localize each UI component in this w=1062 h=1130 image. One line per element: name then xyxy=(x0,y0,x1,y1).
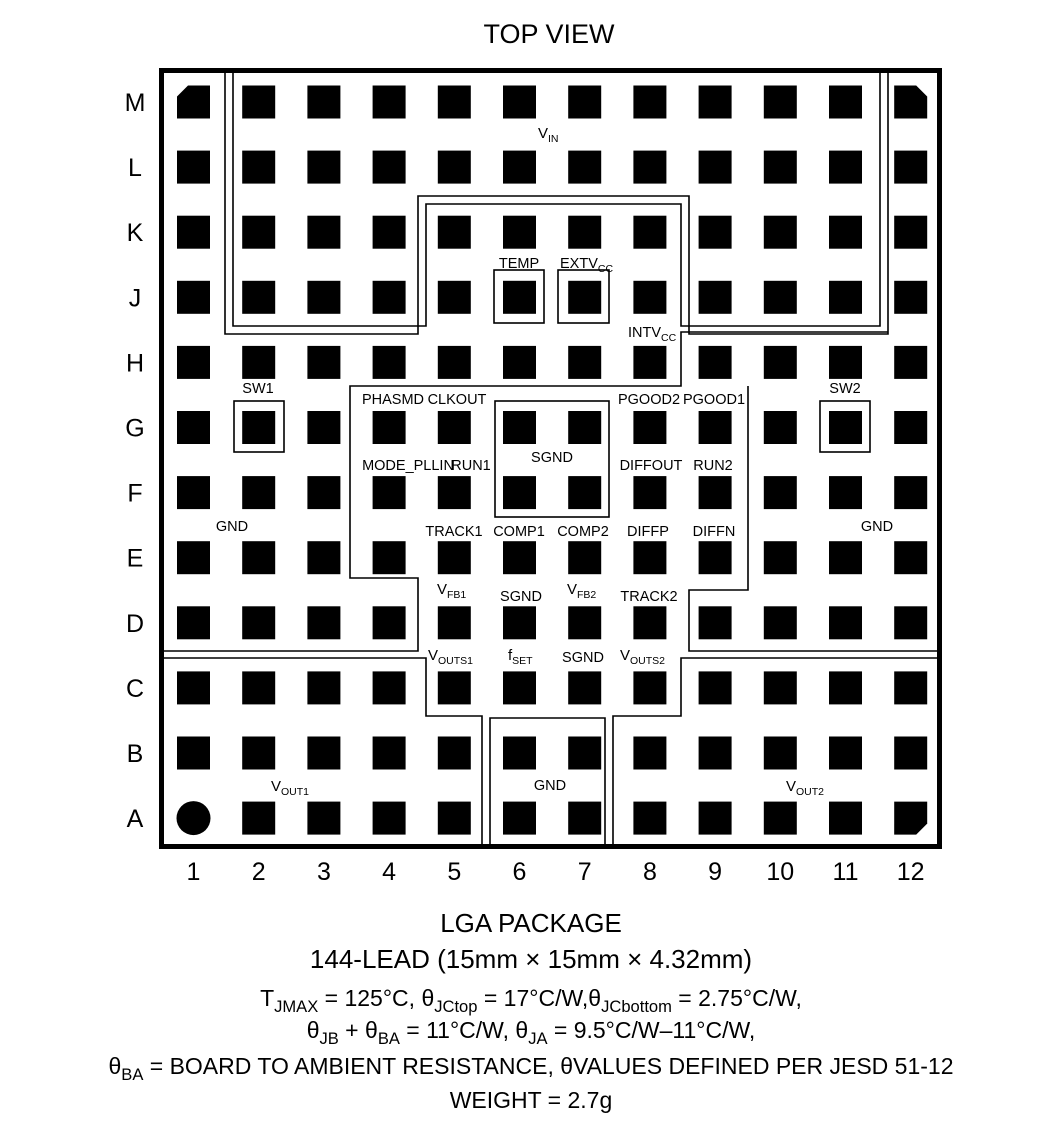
pad-E7 xyxy=(568,541,601,574)
pad-D2 xyxy=(242,606,275,639)
pad-C11 xyxy=(829,671,862,704)
pad-H6 xyxy=(503,346,536,379)
column-label-6: 6 xyxy=(512,858,527,886)
pad-H1 xyxy=(177,346,210,379)
vfb2-pin-label: $V_{FB2}$ xyxy=(567,581,597,601)
thermal-spec-line-1: $T_{JMAX} = 125^\circ C$, $\theta_{JCtop} = 17^\circ C/W,\theta_{JCbottom} = 2.75^\circ C/W$, xyxy=(260,985,802,1016)
top-view-title: TOP VIEW xyxy=(483,19,615,49)
pad-A7 xyxy=(568,802,601,835)
pad-M6 xyxy=(503,86,536,119)
pad-G1 xyxy=(177,411,210,444)
pad-H2 xyxy=(242,346,275,379)
pad-B7 xyxy=(568,737,601,770)
clkout-pin-label: CLKOUT xyxy=(427,392,487,408)
pad-G4 xyxy=(373,411,406,444)
vout1-label: $V_{OUT1}$ xyxy=(271,778,310,798)
pad-M9 xyxy=(699,86,732,119)
pad-E6 xyxy=(503,541,536,574)
pad-A2 xyxy=(242,802,275,835)
row-label-L: L xyxy=(128,154,142,183)
pad-A4 xyxy=(373,802,406,835)
pad-D9 xyxy=(699,606,732,639)
pad-K9 xyxy=(699,216,732,249)
pad-H5 xyxy=(438,346,471,379)
row-label-D: D xyxy=(125,609,145,638)
pad-D10 xyxy=(764,606,797,639)
column-label-12: 12 xyxy=(896,858,925,886)
pad-L11 xyxy=(829,151,862,184)
pad-G9 xyxy=(699,411,732,444)
pad-C6 xyxy=(503,671,536,704)
pad-F1 xyxy=(177,476,210,509)
comp1-pin-label: COMP1 xyxy=(493,524,545,540)
pad-J3 xyxy=(307,281,340,314)
pad-K11 xyxy=(829,216,862,249)
pad-H3 xyxy=(307,346,340,379)
pad-M8 xyxy=(633,86,666,119)
pad-C7 xyxy=(568,671,601,704)
run1-pin-label: RUN1 xyxy=(451,458,491,474)
pad-H7 xyxy=(568,346,601,379)
sgnd-d6-pin-label: SGND xyxy=(500,589,542,605)
row-label-J: J xyxy=(128,284,142,313)
pad-G2 xyxy=(242,411,275,444)
package-dimensions: 144-LEAD (15mm × 15mm × 4.32mm) xyxy=(309,944,753,974)
pad-M2 xyxy=(242,86,275,119)
pad-J1 xyxy=(177,281,210,314)
row-label-H: H xyxy=(125,349,145,378)
thermal-spec-line-3: $\theta_{BA}$ = BOARD TO AMBIENT RESISTANCE, θVALUES DEFINED PER JESD 51-12 xyxy=(108,1053,954,1084)
pad-D5 xyxy=(438,606,471,639)
pad-K5 xyxy=(438,216,471,249)
pad-G3 xyxy=(307,411,340,444)
pad-B9 xyxy=(699,737,732,770)
pad-L12 xyxy=(894,151,927,184)
sw2-label: SW2 xyxy=(829,381,861,397)
pad-D12 xyxy=(894,606,927,639)
pad-A8 xyxy=(633,802,666,835)
row-label-G: G xyxy=(125,414,145,443)
pad-M4 xyxy=(373,86,406,119)
pad-M11 xyxy=(829,86,862,119)
pad-C9 xyxy=(699,671,732,704)
pad-H8 xyxy=(633,346,666,379)
pad-K1 xyxy=(177,216,210,249)
pad-A9 xyxy=(699,802,732,835)
pad-D6 xyxy=(503,606,536,639)
pad-C10 xyxy=(764,671,797,704)
pad-J7 xyxy=(568,281,601,314)
pad-G10 xyxy=(764,411,797,444)
pad-M5 xyxy=(438,86,471,119)
pad-F11 xyxy=(829,476,862,509)
package-name: LGA PACKAGE xyxy=(440,908,622,938)
pad-B8 xyxy=(633,737,666,770)
row-label-C: C xyxy=(125,674,145,703)
pad-F10 xyxy=(764,476,797,509)
column-label-9: 9 xyxy=(708,858,723,886)
intvcc-pin-label: $INTV_{CC}$ xyxy=(628,325,677,344)
pgood1-pin-label: PGOOD1 xyxy=(682,392,746,408)
pad-J2 xyxy=(242,281,275,314)
pad-A12 xyxy=(894,802,927,835)
pad-J8 xyxy=(633,281,666,314)
gnd-left-label: GND xyxy=(215,519,249,535)
track1-pin-label: TRACK1 xyxy=(425,524,483,540)
fset-pin-label: $f_{SET}$ xyxy=(508,647,533,667)
pad-J10 xyxy=(764,281,797,314)
pad-E1 xyxy=(177,541,210,574)
column-label-5: 5 xyxy=(447,858,462,886)
column-label-8: 8 xyxy=(642,858,657,886)
pad-B4 xyxy=(373,737,406,770)
pad-K3 xyxy=(307,216,340,249)
pad-M1 xyxy=(177,86,210,119)
pad-L2 xyxy=(242,151,275,184)
pad-L10 xyxy=(764,151,797,184)
column-label-3: 3 xyxy=(316,858,331,886)
column-label-7: 7 xyxy=(577,858,592,886)
pad-M10 xyxy=(764,86,797,119)
pad-L6 xyxy=(503,151,536,184)
pad-A3 xyxy=(307,802,340,835)
pad-A10 xyxy=(764,802,797,835)
pad-G8 xyxy=(633,411,666,444)
extvcc-pin-label: $EXTV_{CC}$ xyxy=(560,256,614,275)
pad-D4 xyxy=(373,606,406,639)
pad-B1 xyxy=(177,737,210,770)
gnd-bottom-label: GND xyxy=(533,778,567,794)
run2-pin-label: RUN2 xyxy=(693,458,733,474)
row-label-E: E xyxy=(126,544,144,573)
pad-E12 xyxy=(894,541,927,574)
pad-H11 xyxy=(829,346,862,379)
pad-D3 xyxy=(307,606,340,639)
diffn-pin-label: DIFFN xyxy=(692,524,736,540)
column-label-4: 4 xyxy=(382,858,397,886)
pad-M3 xyxy=(307,86,340,119)
sw1-label: SW1 xyxy=(242,381,274,397)
pad-B5 xyxy=(438,737,471,770)
pad-A6 xyxy=(503,802,536,835)
pad-A5 xyxy=(438,802,471,835)
mode-pllin-pin-label: MODE_PLLIN xyxy=(362,458,454,474)
pad-H10 xyxy=(764,346,797,379)
row-label-A: A xyxy=(126,805,144,834)
pgood2-pin-label: PGOOD2 xyxy=(617,392,681,408)
pad-J6 xyxy=(503,281,536,314)
row-labels xyxy=(125,89,146,833)
track2-pin-label: TRACK2 xyxy=(620,589,678,605)
pad-G11 xyxy=(829,411,862,444)
pad-B6 xyxy=(503,737,536,770)
pad-C1 xyxy=(177,671,210,704)
pad-M12 xyxy=(894,86,927,119)
pad-A1 xyxy=(177,801,211,835)
pad-B10 xyxy=(764,737,797,770)
pad-E3 xyxy=(307,541,340,574)
row-label-B: B xyxy=(126,740,144,768)
column-labels xyxy=(187,858,925,886)
pad-F8 xyxy=(633,476,666,509)
pad-F12 xyxy=(894,476,927,509)
pad-K10 xyxy=(764,216,797,249)
diffp-pin-label: DIFFP xyxy=(627,524,669,540)
pad-B3 xyxy=(307,737,340,770)
pad-F3 xyxy=(307,476,340,509)
pad-F5 xyxy=(438,476,471,509)
pad-J9 xyxy=(699,281,732,314)
column-label-10: 10 xyxy=(766,858,795,886)
pad-F7 xyxy=(568,476,601,509)
pad-D7 xyxy=(568,606,601,639)
pad-H9 xyxy=(699,346,732,379)
pad-F6 xyxy=(503,476,536,509)
pad-B2 xyxy=(242,737,275,770)
pad-J4 xyxy=(373,281,406,314)
vouts1-pin-label: $V_{OUTS1}$ xyxy=(428,647,474,667)
pad-C2 xyxy=(242,671,275,704)
pad-D1 xyxy=(177,606,210,639)
pad-C8 xyxy=(633,671,666,704)
pad-A11 xyxy=(829,802,862,835)
sgnd-c7-pin-label: SGND xyxy=(562,650,604,666)
output-boundary-inner xyxy=(164,658,937,846)
pad-K6 xyxy=(503,216,536,249)
temp-pin-label: TEMP xyxy=(498,256,540,272)
pad-H4 xyxy=(373,346,406,379)
vfb1-pin-label: $V_{FB1}$ xyxy=(437,581,467,601)
pad-J12 xyxy=(894,281,927,314)
column-label-11: 11 xyxy=(832,858,859,886)
pad-E5 xyxy=(438,541,471,574)
pad-L9 xyxy=(699,151,732,184)
pad-K12 xyxy=(894,216,927,249)
pad-C4 xyxy=(373,671,406,704)
pad-J5 xyxy=(438,281,471,314)
pad-L3 xyxy=(307,151,340,184)
pad-K2 xyxy=(242,216,275,249)
pad-G12 xyxy=(894,411,927,444)
row-label-F: F xyxy=(127,479,143,508)
thermal-spec-line-2: $\theta_{JB} + \theta_{BA} = 11^\circ C/W$, $\theta_{JA} = 9.5^\circ C/W-11^\circ C/W$, xyxy=(306,1017,756,1048)
pad-L1 xyxy=(177,151,210,184)
pad-F2 xyxy=(242,476,275,509)
pad-C12 xyxy=(894,671,927,704)
pad-D11 xyxy=(829,606,862,639)
pad-L4 xyxy=(373,151,406,184)
pad-K8 xyxy=(633,216,666,249)
vout2-label: $V_{OUT2}$ xyxy=(786,778,825,798)
pad-J11 xyxy=(829,281,862,314)
pad-E8 xyxy=(633,541,666,574)
pad-L7 xyxy=(568,151,601,184)
pad-F9 xyxy=(699,476,732,509)
pad-E9 xyxy=(699,541,732,574)
pad-G7 xyxy=(568,411,601,444)
vouts2-pin-label: $V_{OUTS2}$ xyxy=(620,647,666,667)
pad-E4 xyxy=(373,541,406,574)
column-label-1: 1 xyxy=(186,858,201,886)
pad-L5 xyxy=(438,151,471,184)
pad-B11 xyxy=(829,737,862,770)
pad-B12 xyxy=(894,737,927,770)
pad-C5 xyxy=(438,671,471,704)
vin-label: $V_{IN}$ xyxy=(538,125,559,145)
sgnd-center-label: SGND xyxy=(531,450,573,466)
pad-K7 xyxy=(568,216,601,249)
column-label-2: 2 xyxy=(251,858,266,886)
pad-H12 xyxy=(894,346,927,379)
pad-D8 xyxy=(633,606,666,639)
package-weight: WEIGHT = 2.7g xyxy=(449,1087,613,1113)
gnd-right-label: GND xyxy=(860,519,894,535)
pad-G5 xyxy=(438,411,471,444)
pad-F4 xyxy=(373,476,406,509)
pad-G6 xyxy=(503,411,536,444)
pad-L8 xyxy=(633,151,666,184)
phasmd-pin-label: PHASMD xyxy=(361,392,425,408)
pad-M7 xyxy=(568,86,601,119)
pad-C3 xyxy=(307,671,340,704)
pad-E10 xyxy=(764,541,797,574)
diffout-pin-label: DIFFOUT xyxy=(619,458,683,474)
row-label-M: M xyxy=(124,89,146,117)
pad-E11 xyxy=(829,541,862,574)
comp2-pin-label: COMP2 xyxy=(557,524,609,540)
pad-E2 xyxy=(242,541,275,574)
pad-K4 xyxy=(373,216,406,249)
row-label-K: K xyxy=(126,219,144,248)
